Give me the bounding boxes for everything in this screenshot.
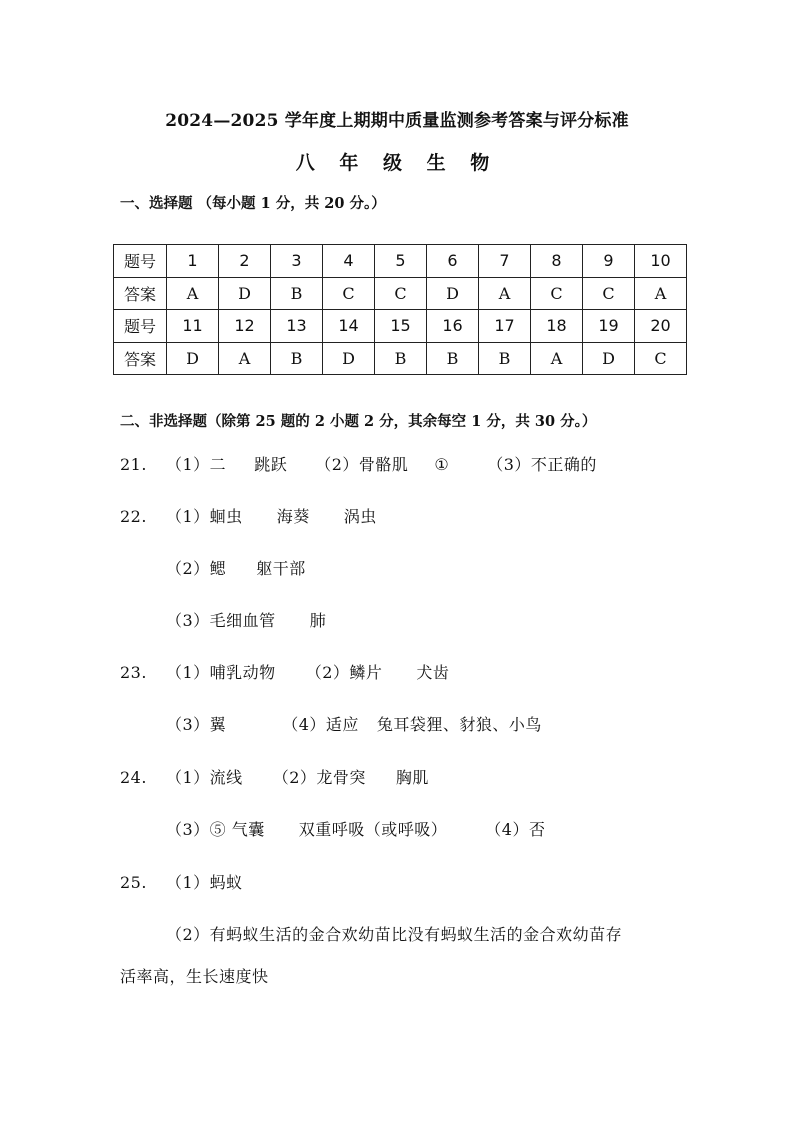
- question-number-cell: 3: [271, 245, 323, 278]
- answer-item: （3）毛细血管: [166, 611, 276, 630]
- answer-item: 胸肌: [395, 768, 429, 787]
- answer-item: 涡虫: [343, 507, 377, 526]
- question-22-line-3: [166, 608, 326, 631]
- question-number-cell: 12: [219, 310, 271, 343]
- question-23-line-1: [120, 660, 449, 683]
- answer-cell: C: [635, 342, 687, 375]
- answer-item: （1）蚂蚁: [166, 873, 243, 892]
- answer-cell: A: [531, 342, 583, 375]
- answer-item: （2）龙骨突: [272, 768, 366, 787]
- question-number-cell: 5: [375, 245, 427, 278]
- answer-item: （3）翼: [166, 715, 227, 734]
- question-number-cell: 6: [427, 245, 479, 278]
- answer-item: （2）鳞片: [305, 663, 383, 682]
- answer-item: （2）有蚂蚁生活的金合欢幼苗比没有蚂蚁生活的金合欢幼苗存: [166, 925, 623, 944]
- question-24-line-2: [166, 817, 545, 840]
- question-number: 24.: [120, 768, 147, 787]
- question-22-line-1: [120, 504, 377, 527]
- question-24-line-1: [120, 765, 429, 788]
- answer-cell: C: [323, 277, 375, 310]
- question-number-row: [114, 310, 687, 343]
- question-25-line-1: [120, 870, 243, 893]
- question-25-line-3: [120, 964, 269, 987]
- answer-cell: D: [167, 342, 219, 375]
- question-number: 21.: [120, 455, 147, 474]
- answer-row: [114, 342, 687, 375]
- question-number-cell: 8: [531, 245, 583, 278]
- answer-cell: B: [271, 342, 323, 375]
- question-number-cell: 13: [271, 310, 323, 343]
- question-number-cell: 9: [583, 245, 635, 278]
- answer-cell: C: [375, 277, 427, 310]
- answer-cell: D: [323, 342, 375, 375]
- answer-item: （1）蛔虫: [166, 507, 243, 526]
- answer-cell: B: [375, 342, 427, 375]
- question-number-row: [114, 245, 687, 278]
- question-number-cell: 17: [479, 310, 531, 343]
- answer-item: （2）鳃: [166, 559, 227, 578]
- section-1-heading: 一、选择题 （每小题 1 分，共 20 分。）: [120, 195, 386, 212]
- question-number-cell: 10: [635, 245, 687, 278]
- answer-item: （3）不正确的: [487, 455, 597, 474]
- page-subtitle: 八 年 级 生 物: [295, 152, 499, 174]
- answer-item: （2）骨骼肌: [315, 455, 409, 474]
- answer-item: 躯干部: [256, 559, 306, 578]
- answer-cell: B: [479, 342, 531, 375]
- question-number-cell: 2: [219, 245, 271, 278]
- answer-item: （1）流线: [166, 768, 243, 787]
- question-number: 22.: [120, 507, 147, 526]
- row-label-question: 题号: [114, 245, 167, 278]
- answer-cell: A: [219, 342, 271, 375]
- question-number-cell: 11: [167, 310, 219, 343]
- question-number-cell: 20: [635, 310, 687, 343]
- answer-cell: D: [427, 277, 479, 310]
- question-number-cell: 1: [167, 245, 219, 278]
- question-number: 23.: [120, 663, 147, 682]
- section-2-heading: 二、非选择题（除第 25 题的 2 小题 2 分，其余每空 1 分，共 30 分。）: [120, 413, 597, 430]
- answer-item: 活率高，生长速度快: [120, 967, 269, 986]
- answer-cell: A: [479, 277, 531, 310]
- question-25-line-2: [166, 922, 622, 945]
- question-number-cell: 15: [375, 310, 427, 343]
- question-21: [120, 452, 597, 475]
- question-number-cell: 16: [427, 310, 479, 343]
- answer-item: 兔耳袋狸、豺狼、小鸟: [376, 715, 542, 734]
- answer-item: （4）适应: [282, 715, 359, 734]
- answer-cell: D: [583, 342, 635, 375]
- answer-cell: A: [635, 277, 687, 310]
- answer-cell: B: [427, 342, 479, 375]
- answer-cell: D: [219, 277, 271, 310]
- answer-item: 双重呼吸（或呼吸）: [298, 820, 448, 839]
- answer-item: （4）否: [485, 820, 546, 839]
- answer-cell: C: [531, 277, 583, 310]
- answer-item: （1）二: [166, 455, 227, 474]
- answer-cell: B: [271, 277, 323, 310]
- answer-item: ①: [434, 455, 450, 474]
- answer-item: （1）哺乳动物: [166, 663, 276, 682]
- row-label-answer: 答案: [114, 342, 167, 375]
- question-number-cell: 18: [531, 310, 583, 343]
- answer-item: （3）⑤ 气囊: [166, 820, 265, 839]
- answer-cell: A: [167, 277, 219, 310]
- question-22-line-2: [166, 556, 306, 579]
- answer-item: 跳跃: [254, 455, 288, 474]
- question-number-cell: 19: [583, 310, 635, 343]
- question-number-cell: 14: [323, 310, 375, 343]
- answer-item: 海葵: [276, 507, 310, 526]
- row-label-answer: 答案: [114, 277, 167, 310]
- answer-table: [113, 244, 687, 375]
- page-title: 2024—2025 学年度上期期中质量监测参考答案与评分标准: [165, 111, 629, 131]
- question-number-cell: 7: [479, 245, 531, 278]
- question-number-cell: 4: [323, 245, 375, 278]
- row-label-question: 题号: [114, 310, 167, 343]
- answer-row: [114, 277, 687, 310]
- answer-item: 肺: [309, 611, 327, 630]
- question-number: 25.: [120, 873, 147, 892]
- answer-item: 犬齿: [416, 663, 450, 682]
- question-23-line-2: [166, 712, 542, 735]
- answer-cell: C: [583, 277, 635, 310]
